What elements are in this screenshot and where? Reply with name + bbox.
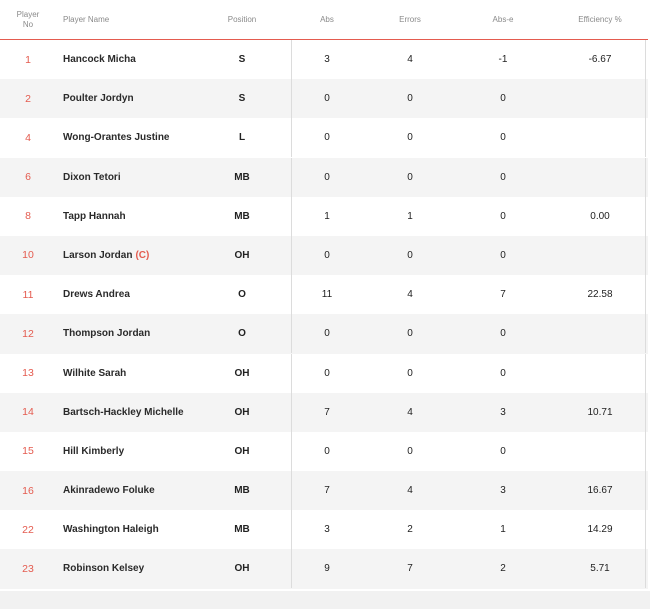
stat-abs-e: 0	[500, 210, 506, 222]
player-number: 22	[22, 523, 34, 536]
stat-abs: 3	[324, 524, 330, 536]
stat-efficiency: 5.71	[590, 563, 610, 575]
player-position: MB	[234, 524, 250, 536]
stat-abs: 3	[324, 54, 330, 65]
stat-abs-e: 0	[500, 445, 506, 457]
column-divider	[645, 549, 646, 588]
captain-badge: (C)	[135, 249, 150, 261]
stat-errors: 0	[407, 445, 413, 457]
column-divider	[645, 510, 646, 549]
table-body	[0, 40, 648, 589]
stat-errors: 4	[407, 485, 413, 497]
column-divider	[645, 393, 646, 432]
player-position: O	[238, 328, 246, 340]
player-position: MB	[234, 171, 250, 183]
player-position: MB	[234, 485, 250, 497]
stat-errors: 4	[407, 406, 413, 418]
player-number: 23	[22, 562, 34, 575]
column-divider	[291, 354, 292, 393]
column-divider	[291, 158, 292, 197]
table-row	[0, 158, 648, 197]
player-name[interactable]: Thompson Jordan	[63, 328, 151, 340]
column-divider	[645, 158, 646, 197]
stat-errors: 0	[407, 249, 413, 261]
player-name[interactable]: Hancock Micha	[63, 54, 136, 65]
stat-efficiency	[565, 79, 635, 118]
column-divider	[645, 197, 646, 236]
stat-errors: 0	[407, 367, 413, 379]
table-row	[0, 197, 648, 236]
stat-abs: 0	[324, 171, 330, 183]
stat-abs: 7	[324, 406, 330, 418]
column-divider	[645, 79, 646, 118]
stat-abs-e: 3	[500, 485, 506, 497]
stat-errors: 0	[407, 171, 413, 183]
player-position: OH	[234, 406, 250, 418]
player-position: S	[238, 54, 246, 65]
column-divider	[291, 197, 292, 236]
table-row	[0, 236, 648, 275]
stat-abs: 0	[324, 328, 330, 340]
column-divider	[291, 275, 292, 314]
player-number: 11	[22, 288, 34, 301]
header-player-no[interactable]	[12, 0, 44, 39]
header-errors[interactable]: Errors	[399, 15, 421, 24]
stat-abs-e: 3	[500, 406, 506, 418]
column-divider	[291, 393, 292, 432]
stat-efficiency: 14.29	[587, 524, 613, 536]
stat-errors: 2	[407, 524, 413, 536]
player-position: L	[238, 132, 246, 144]
player-number: 6	[25, 171, 31, 184]
player-position: OH	[234, 367, 250, 379]
stat-efficiency	[565, 354, 635, 393]
stat-abs: 0	[324, 93, 330, 105]
stat-abs: 0	[324, 367, 330, 379]
table-row	[0, 40, 648, 79]
stat-abs-e: 0	[500, 367, 506, 379]
stat-abs-e: 0	[500, 328, 506, 340]
stat-abs-e: 0	[500, 171, 506, 183]
column-divider	[645, 40, 646, 79]
player-number: 10	[22, 249, 34, 262]
column-divider	[291, 314, 292, 353]
player-name[interactable]: Robinson Kelsey	[63, 563, 145, 575]
stat-abs: 0	[324, 249, 330, 261]
stat-errors: 7	[407, 563, 413, 575]
table-row	[0, 79, 648, 118]
table-row	[0, 314, 648, 353]
player-name[interactable]: Wilhite Sarah	[63, 367, 127, 379]
player-name[interactable]: Washington Haleigh	[63, 524, 159, 536]
stat-efficiency	[565, 118, 635, 157]
stat-abs-e: 0	[500, 93, 506, 105]
column-divider	[645, 471, 646, 510]
player-name[interactable]: Wong-Orantes Justine	[63, 132, 170, 144]
stat-abs-e: -1	[498, 54, 508, 65]
column-divider	[645, 432, 646, 471]
stat-abs: 0	[324, 132, 330, 144]
column-divider	[291, 118, 292, 157]
player-number: 4	[25, 131, 31, 144]
column-divider	[645, 236, 646, 275]
header-efficiency[interactable]: Efficiency %	[578, 15, 622, 24]
player-position: OH	[234, 563, 250, 575]
stat-efficiency: 0.00	[590, 210, 610, 222]
stat-efficiency: 16.67	[587, 485, 613, 497]
stat-errors: 0	[407, 93, 413, 105]
table-row	[0, 510, 648, 549]
column-divider	[645, 314, 646, 353]
stat-efficiency	[565, 314, 635, 353]
table-row	[0, 432, 648, 471]
stat-abs: 0	[324, 445, 330, 457]
header-position[interactable]: Position	[227, 15, 257, 24]
stat-abs-e: 0	[500, 132, 506, 144]
header-player-no-line2: No	[22, 19, 34, 29]
player-name[interactable]: Hill Kimberly	[63, 445, 125, 457]
table-row	[0, 393, 648, 432]
stat-abs: 7	[324, 485, 330, 497]
table-row	[0, 118, 648, 157]
column-divider	[291, 79, 292, 118]
stat-efficiency	[565, 236, 635, 275]
column-divider	[645, 118, 646, 157]
column-divider	[291, 549, 292, 588]
player-name[interactable]: Bartsch-Hackley Michelle	[63, 406, 184, 418]
stat-abs-e: 1	[500, 524, 506, 536]
header-player-no-line1: Player	[16, 9, 40, 19]
player-number: 1	[25, 53, 31, 66]
table-footer-band	[0, 591, 650, 609]
stat-efficiency	[565, 432, 635, 471]
player-number: 16	[22, 484, 34, 497]
stat-errors: 0	[407, 132, 413, 144]
player-position: MB	[234, 210, 250, 222]
player-number: 15	[22, 445, 34, 458]
player-position: S	[238, 93, 246, 105]
stat-abs-e: 0	[500, 249, 506, 261]
stat-efficiency: -6.67	[588, 54, 612, 65]
header-player-name[interactable]: Player Name	[63, 15, 110, 24]
player-name[interactable]: Dixon Tetori	[63, 171, 121, 183]
player-name[interactable]: Poulter Jordyn	[63, 93, 134, 105]
player-number: 13	[22, 367, 34, 379]
player-name[interactable]: Akinradewo Foluke	[63, 485, 155, 497]
stat-abs-e: 2	[500, 563, 506, 575]
stat-errors: 0	[407, 328, 413, 340]
header-abs[interactable]: Abs	[320, 15, 334, 24]
stat-abs: 1	[324, 210, 330, 222]
player-position: O	[238, 289, 246, 301]
player-number: 14	[22, 406, 34, 419]
table-row	[0, 354, 648, 393]
table-row	[0, 471, 648, 510]
stat-errors: 4	[407, 54, 413, 65]
player-name[interactable]: Tapp Hannah	[63, 210, 126, 222]
player-number: 12	[22, 327, 34, 340]
table-header	[0, 0, 648, 40]
column-divider	[291, 471, 292, 510]
stat-abs-e: 7	[500, 289, 506, 301]
table-row	[0, 275, 648, 314]
player-position: OH	[234, 249, 250, 261]
player-position: OH	[234, 445, 250, 457]
header-abs-e[interactable]: Abs-e	[492, 15, 514, 24]
stat-errors: 4	[407, 289, 413, 301]
player-number: 8	[25, 210, 31, 223]
player-name[interactable]: Drews Andrea	[63, 289, 130, 301]
table-row	[0, 549, 648, 588]
stat-abs: 9	[324, 563, 330, 575]
stat-efficiency: 10.71	[587, 406, 613, 418]
column-divider	[645, 275, 646, 314]
column-divider	[291, 432, 292, 471]
column-divider	[645, 354, 646, 393]
player-number: 2	[25, 92, 31, 105]
stat-errors: 1	[407, 210, 413, 222]
stat-efficiency	[565, 158, 635, 197]
column-divider	[291, 510, 292, 549]
column-divider	[291, 40, 292, 79]
player-name[interactable]: Larson Jordan	[63, 249, 133, 261]
stat-efficiency: 22.58	[587, 289, 613, 301]
column-divider	[291, 236, 292, 275]
stat-abs: 11	[321, 289, 333, 301]
